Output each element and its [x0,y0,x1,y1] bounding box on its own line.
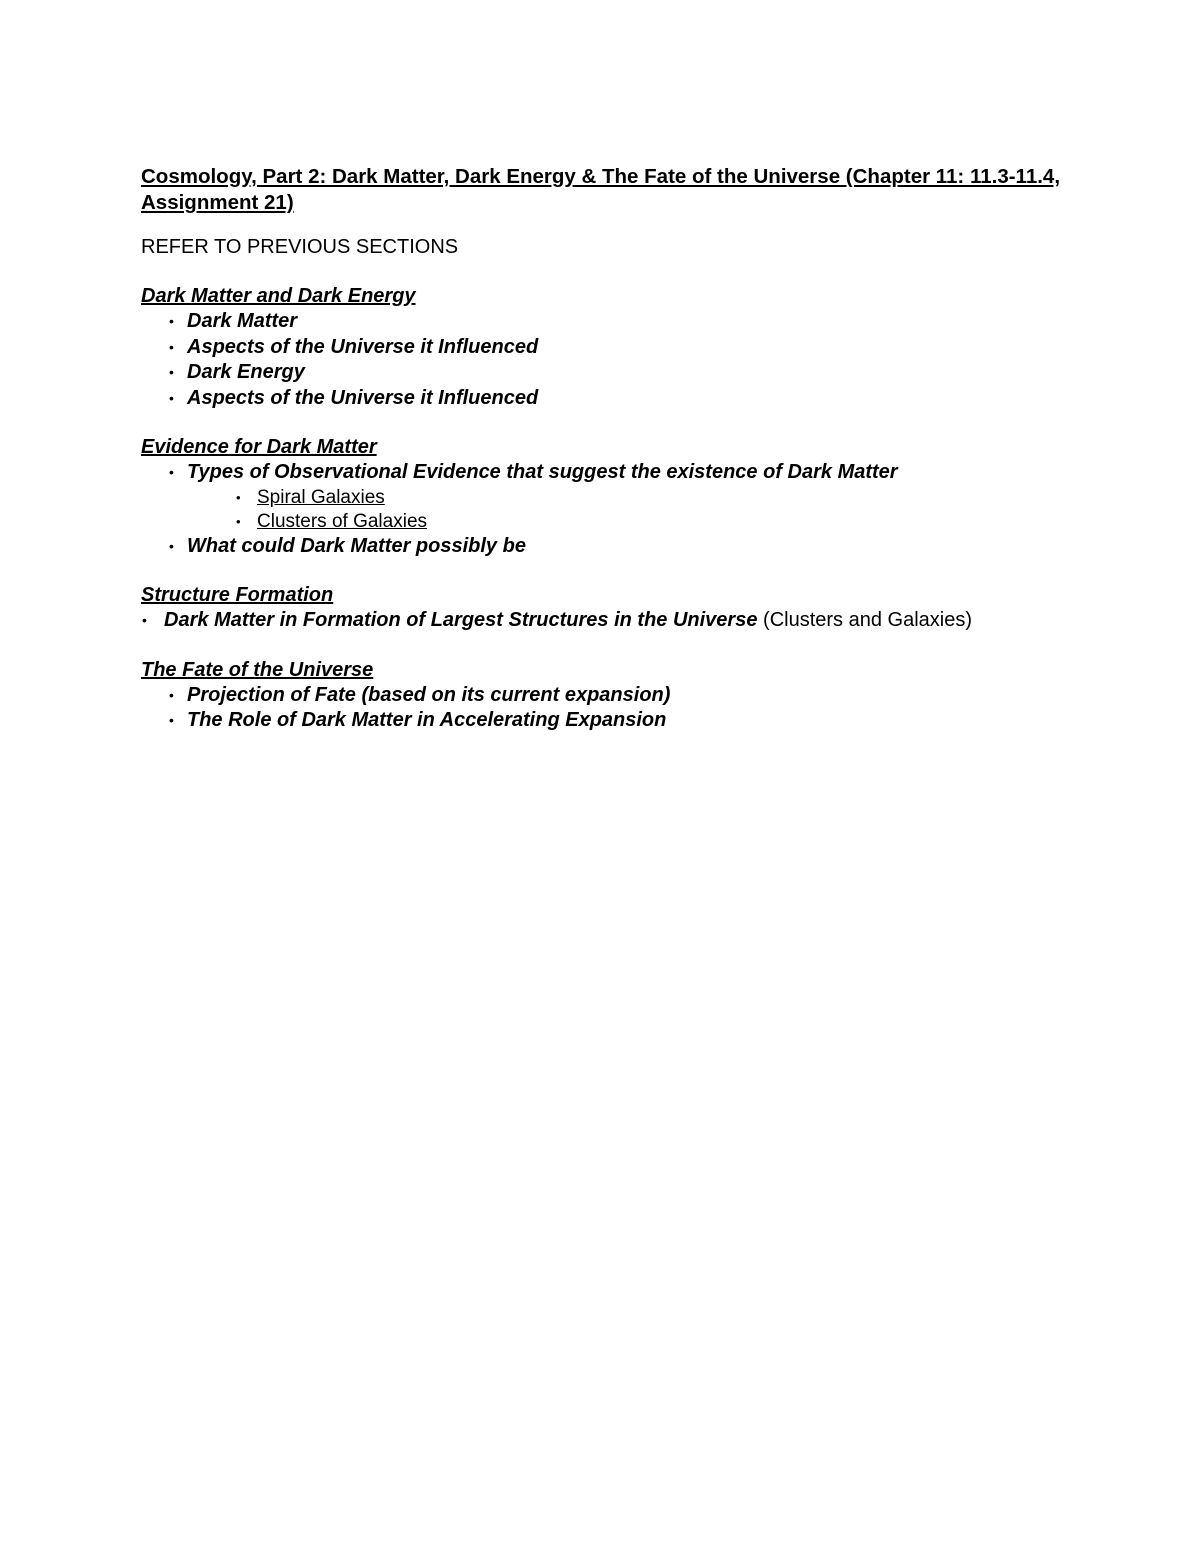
document-title: Cosmology, Part 2: Dark Matter, Dark Energy & The Fate of the Universe (Chapter 11: 11.3-11.4, Assignment 21) [141,165,1061,214]
list-item [141,335,1061,361]
sub-item-list [187,486,1061,534]
section-heading: Evidence for Dark Matter [141,436,377,458]
list-item [141,360,1061,386]
list-item [141,683,1061,709]
list-item [141,708,1061,734]
item-text: Aspects of the Universe it Influenced [187,386,539,409]
section-fate-of-the-universe [141,657,1061,734]
list-item [141,608,1061,634]
list-item [141,460,1061,534]
list-item [141,534,1061,560]
item-list [141,309,1061,411]
section-dark-matter-and-dark-energy [141,283,1061,411]
section-heading: The Fate of the Universe [141,658,374,681]
list-item [141,386,1061,412]
refer-note: REFER TO PREVIOUS SECTIONS [141,236,459,258]
item-text: What could Dark Matter possibly be [187,534,526,557]
item-list [141,460,1061,559]
sub-list-item [187,510,1061,534]
item-text: Dark Matter in Formation of Largest Structures in the Universe [164,609,758,631]
item-text: The Role of Dark Matter in Accelerating Expansion [187,709,667,731]
sub-list-item [187,486,1061,510]
item-note: (Clusters and Galaxies) [763,609,972,631]
item-list [141,608,1061,634]
document-page [141,164,1061,734]
section-evidence-for-dark-matter [141,434,1061,559]
item-text: Dark Energy [187,361,305,383]
item-text: Projection of Fate (based on its current expansion) [187,683,671,706]
list-item [141,309,1061,335]
section-structure-formation [141,582,1061,634]
section-heading: Structure Formation [141,584,334,606]
section-heading: Dark Matter and Dark Energy [141,285,416,307]
item-text: Dark Matter [187,310,298,332]
item-list [141,683,1061,734]
item-text: Aspects of the Universe it Influenced [187,335,539,358]
item-text: Types of Observational Evidence that suggest the existence of Dark Matter [187,461,898,483]
clusters-of-galaxies-link[interactable]: Clusters of Galaxies [257,510,428,532]
spiral-galaxies-link[interactable]: Spiral Galaxies [257,486,385,508]
